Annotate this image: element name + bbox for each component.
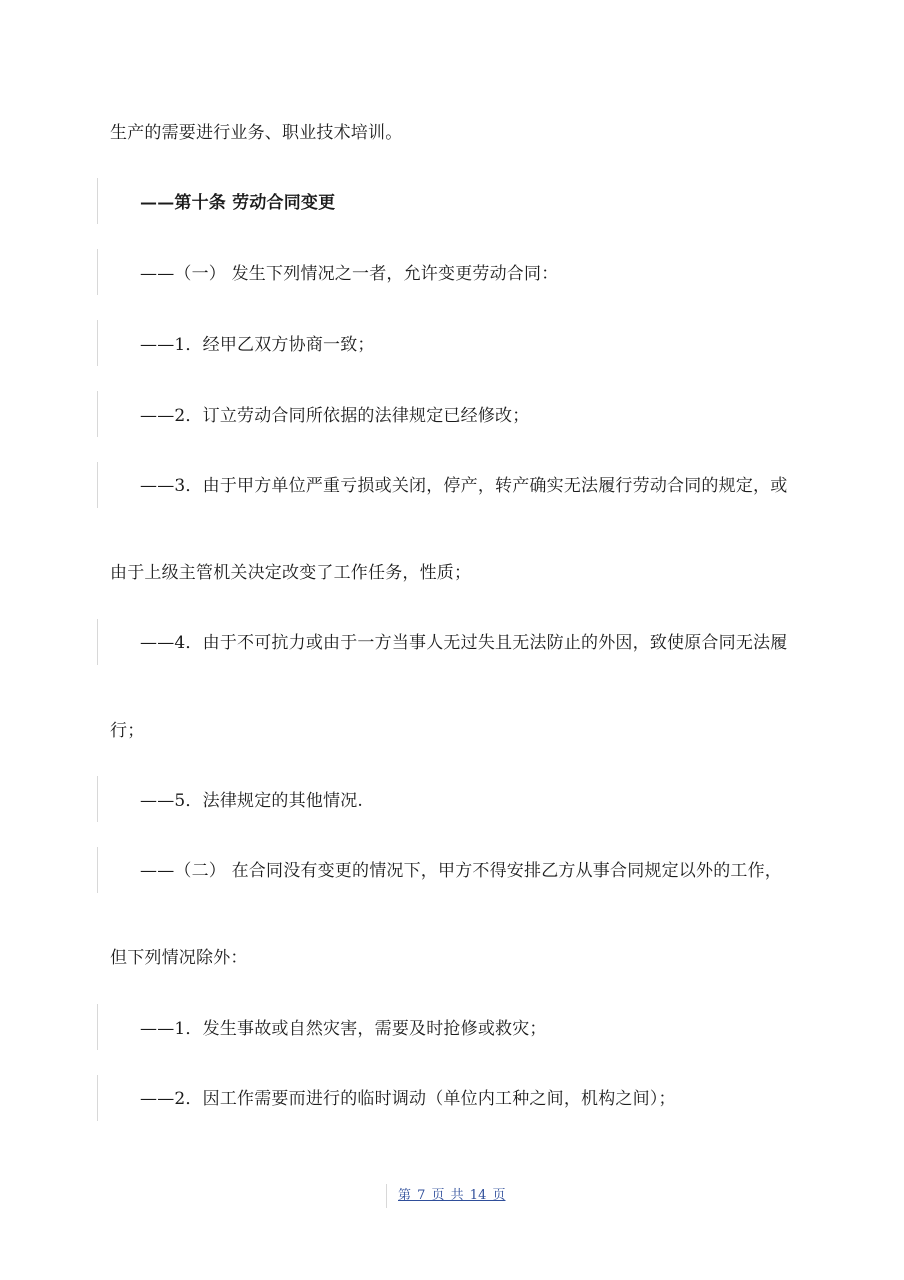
paragraph-margin-bar [97, 462, 98, 508]
text-line: ——2．订立劳动合同所依据的法律规定已经修改； [140, 406, 530, 426]
paragraph-margin-bar [97, 391, 98, 437]
text-line: ——3．由于甲方单位严重亏损或关闭，停产，转产确实无法履行劳动合同的规定，或 [140, 476, 788, 496]
text-line: 但下列情况除外： [110, 948, 248, 968]
paragraph-margin-bar [97, 320, 98, 366]
paragraph-margin-bar [97, 619, 98, 665]
text-line: 由于上级主管机关决定改变了工作任务，性质； [110, 563, 472, 583]
text-line: ——5．法律规定的其他情况. [140, 791, 364, 811]
text-line: ——2．因工作需要而进行的临时调动（单位内工种之间，机构之间）； [140, 1089, 676, 1109]
text-line: ——1．经甲乙双方协商一致； [140, 335, 375, 355]
footer-margin-bar [386, 1184, 387, 1208]
text-line: ——（二） 在合同没有变更的情况下，甲方不得安排乙方从事合同规定以外的工作， [140, 861, 783, 881]
paragraph-margin-bar [97, 178, 98, 224]
section-heading: ——第十条 劳动合同变更 [140, 193, 336, 213]
text-line: ——4．由于不可抗力或由于一方当事人无过失且无法防止的外因，致使原合同无法履 [140, 633, 788, 653]
text-line: 生产的需要进行业务、职业技术培训。 [110, 123, 403, 143]
paragraph-margin-bar [97, 1004, 98, 1050]
page-number[interactable]: 第 7 页 共 14 页 [398, 1188, 506, 1203]
text-line: 行； [110, 721, 145, 741]
paragraph-margin-bar [97, 1075, 98, 1121]
paragraph-margin-bar [97, 249, 98, 295]
paragraph-margin-bar [97, 847, 98, 893]
text-line: ——（一） 发生下列情况之一者，允许变更劳动合同： [140, 264, 559, 284]
text-line: ——1．发生事故或自然灾害，需要及时抢修或救灾； [140, 1019, 547, 1039]
paragraph-margin-bar [97, 776, 98, 822]
